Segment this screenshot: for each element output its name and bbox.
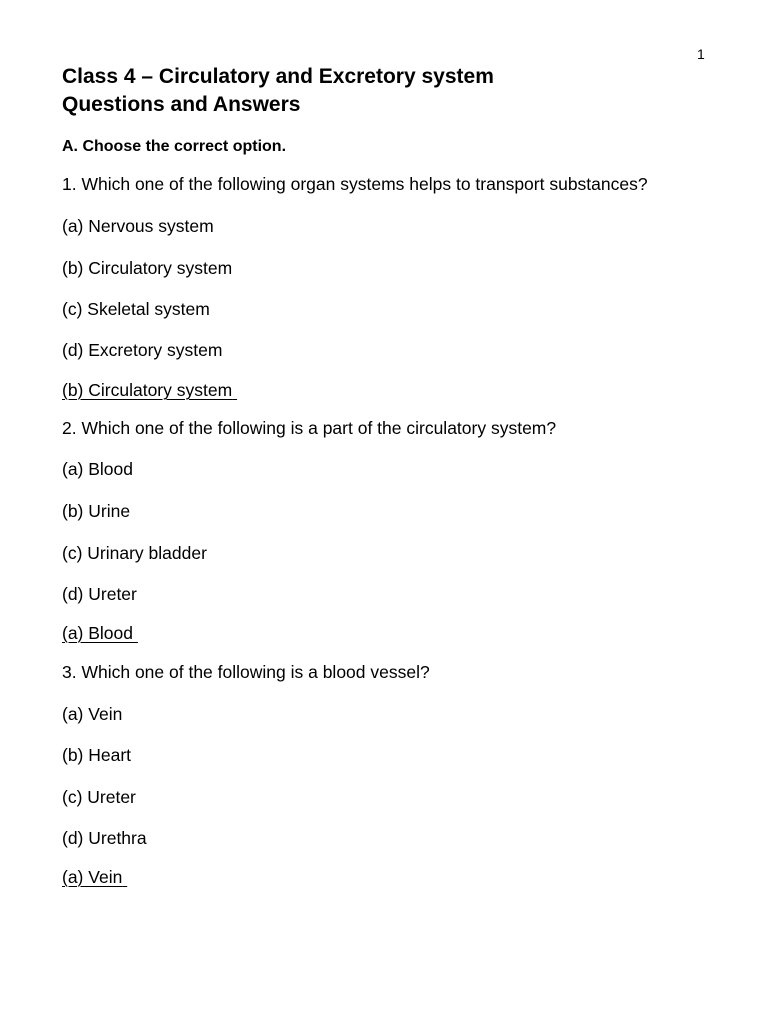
q1-option-d: (d) Excretory system — [62, 340, 223, 360]
q3-option-b: (b) Heart — [62, 745, 132, 765]
section-heading: A. Choose the correct option. — [62, 138, 287, 155]
q1-option-c: (c) Skeletal system — [62, 299, 210, 319]
question-3: 3. Which one of the following is a blood vessel? — [62, 662, 430, 682]
q2-option-a: (a) Blood — [62, 459, 134, 479]
q2-option-b: (b) Urine — [62, 501, 131, 521]
title-line-1: Class 4 – Circulatory and Excretory system — [62, 65, 494, 88]
q2-answer: (a) Blood — [62, 623, 134, 643]
page-title — [62, 63, 494, 119]
q3-option-c: (c) Ureter — [62, 787, 136, 807]
q2-option-c: (c) Urinary bladder — [62, 543, 207, 563]
q3-option-a: (a) Vein — [62, 704, 123, 724]
q1-answer: (b) Circulatory system — [62, 380, 233, 400]
title-line-2: Questions and Answers — [62, 93, 301, 116]
q3-option-d: (d) Urethra — [62, 828, 147, 848]
page-number: 1 — [697, 46, 705, 62]
q2-option-d: (d) Ureter — [62, 584, 137, 604]
question-1: 1. Which one of the following organ systems helps to transport substances? — [62, 174, 648, 194]
q3-answer: (a) Vein — [62, 867, 123, 887]
question-2: 2. Which one of the following is a part of the circulatory system? — [62, 418, 557, 438]
q1-option-a: (a) Nervous system — [62, 216, 214, 236]
q1-option-b: (b) Circulatory system — [62, 258, 233, 278]
